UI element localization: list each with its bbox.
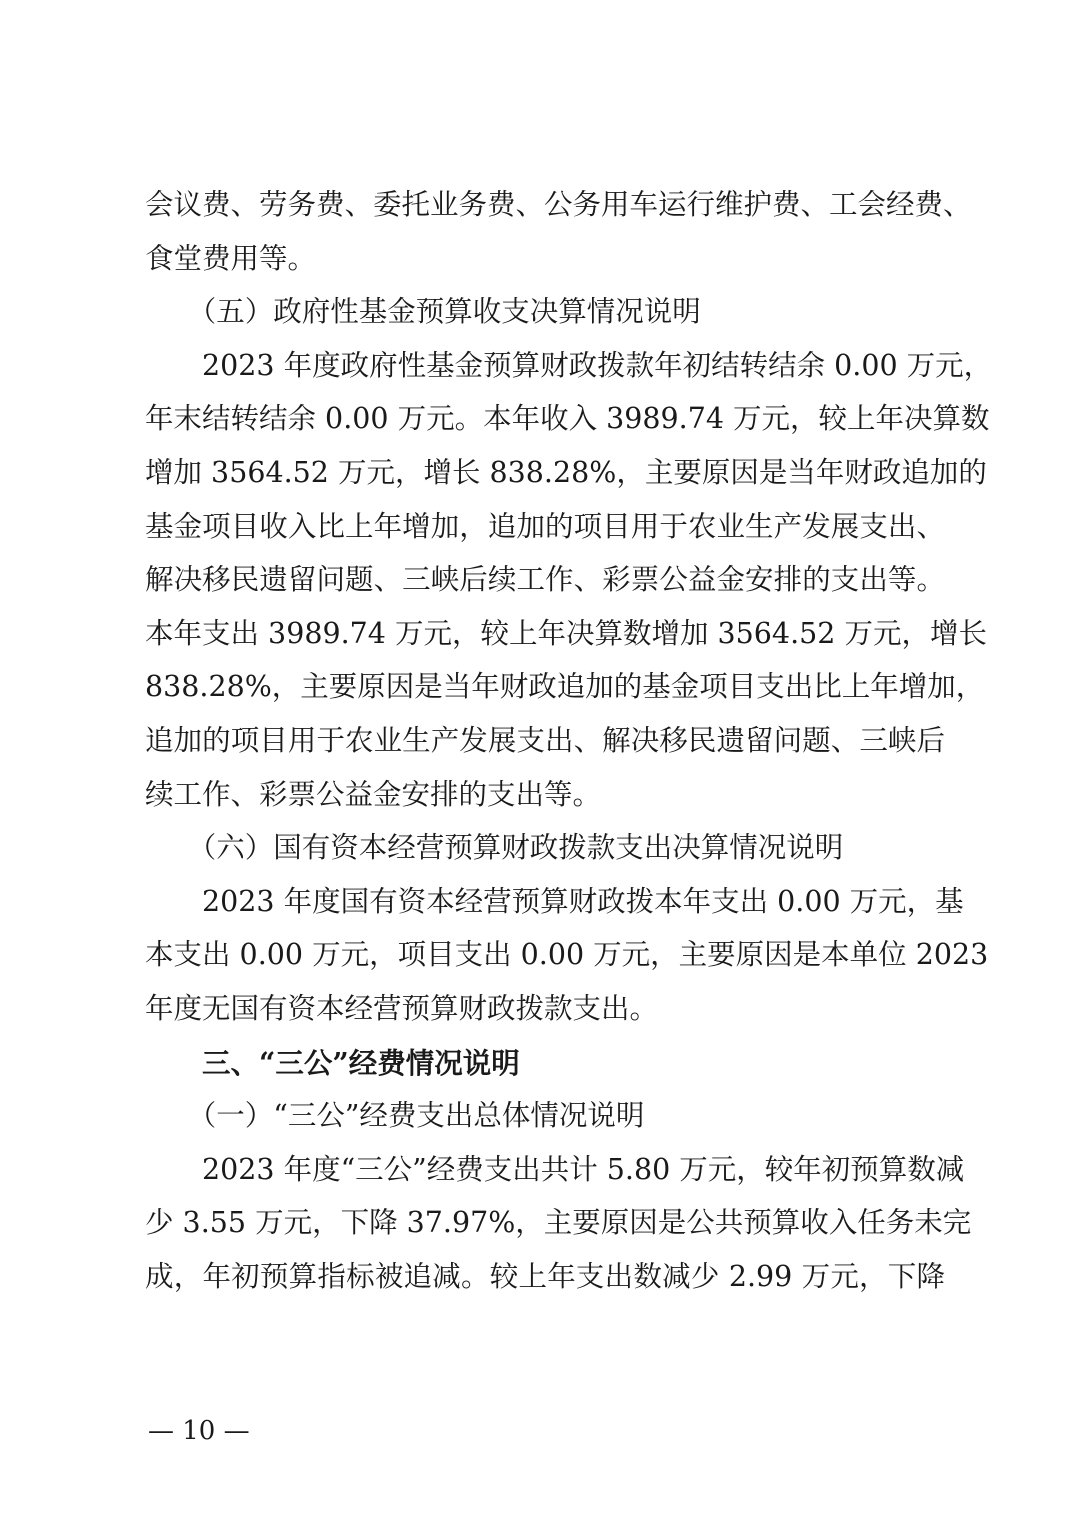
text-line: 解决移民遗留问题、三峡后续工作、彩票公益金安排的支出等。 [145,563,945,597]
text-line: 2023 年度国有资本经营预算财政拨本年支出 0.00 万元，基 [145,884,964,918]
text-line: 2023 年度政府性基金预算财政拨款年初结转结余 0.00 万元， [145,348,993,382]
text-line: 年末结转结余 0.00 万元。本年收入 3989.74 万元，较上年决算数 [145,402,990,436]
text-line: 年度无国有资本经营预算财政拨款支出。 [145,991,659,1025]
text-line: 会议费、劳务费、委托业务费、公务用车运行维护费、工会经费、 [145,188,972,221]
text-line: 增加 3564.52 万元，增长 838.28%，主要原因是当年财政追加的 [145,455,987,489]
text-line: 追加的项目用于农业生产发展支出、解决移民遗留问题、三峡后 [145,723,945,757]
text-line: 2023 年度“三公”经费支出共计 5.80 万元，较年初预算数减 [145,1152,965,1186]
text-line: 食堂费用等。 [145,241,317,275]
text-line: 续工作、彩票公益金安排的支出等。 [145,777,602,811]
text-line: 少 3.55 万元，下降 37.97%，主要原因是公共预算收入任务未完 [145,1206,972,1240]
page-number: — 10 — [148,1416,250,1446]
text-line: 成，年初预算指标被追减。较上年支出数减少 2.99 万元，下降 [145,1259,945,1293]
text-line: 838.28%，主要原因是当年财政追加的基金项目支出比上年增加， [145,670,985,704]
text-line: 本年支出 3989.74 万元，较上年决算数增加 3564.52 万元，增长 [145,616,987,650]
text-line: 本支出 0.00 万元，项目支出 0.00 万元，主要原因是本单位 2023 [145,938,989,972]
section-heading-5: （五）政府性基金预算收支决算情况说明 [145,295,701,329]
document-body [145,186,993,1311]
text-line: 基金项目收入比上年增加，追加的项目用于农业生产发展支出、 [145,509,945,543]
section-heading-3-1: （一）“三公”经费支出总体情况说明 [145,1099,645,1133]
chapter-heading-3: 三、“三公”经费情况说明 [145,1045,520,1080]
section-heading-6: （六）国有资本经营预算财政拨款支出决算情况说明 [145,831,844,865]
